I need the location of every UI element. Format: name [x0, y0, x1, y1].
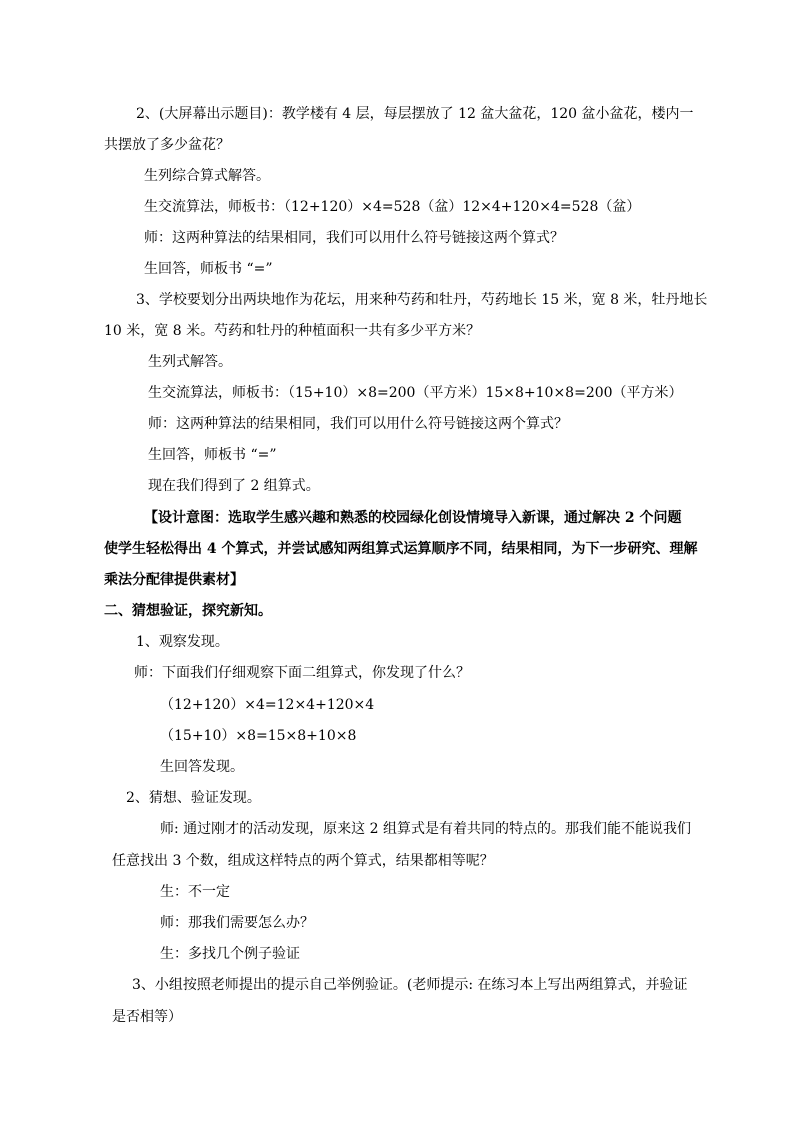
design-intent-line-3: 乘法分配律提供素材】 [104, 572, 244, 588]
equation-2: （15+10）×8=15×8+10×8 [160, 728, 357, 744]
teacher-question-text: 师：这两种算法的结果相同，我们可以用什么符号链接这两个算式？ [148, 416, 568, 432]
problem-2-line-1: 2、(大屏幕出示题目)：教学楼有 4 层，每层摆放了 12 盆大盆花，120 盆小盆花，楼内一 [136, 106, 694, 122]
teacher-guess-line-1: 师: 通过刚才的活动发现，原来这 2 组算式是有着共同的特点的。那我们能不能说我们 [160, 821, 691, 837]
student-reply-text: 生：多找几个例子验证 [160, 946, 300, 962]
summary-text: 现在我们得到了 2 组算式。 [148, 478, 320, 494]
board-writing-text: 生交流算法，师板书：（15+10）×8=200（平方米）15×8+10×8=200（平方米） [148, 385, 683, 401]
student-answer-text: 生列综合算式解答。 [144, 168, 270, 184]
design-intent-line-1: 【设计意图：选取学生感兴趣和熟悉的校园绿化创设情境导入新课，通过解决 2 个问题 [144, 510, 682, 526]
section-heading: 二、猜想验证，探究新知。 [104, 603, 272, 619]
design-intent-line-2: 使学生轻松得出 4 个算式，并尝试感知两组算式运算顺序不同，结果相同，为下一步研究、理解 [104, 541, 698, 557]
step-3-line-2: 是否相等） [112, 1009, 182, 1025]
teacher-question-text: 师：那我们需要怎么办？ [160, 915, 314, 931]
student-reply-text: 生：不一定 [160, 884, 230, 900]
problem-3-line-1: 3、学校要划分出两块地作为花坛，用来种芍药和牡丹，芍药地长 15 米，宽 8 米，牡丹地长 [136, 292, 708, 308]
teacher-guess-line-2: 任意找出 3 个数，组成这样特点的两个算式，结果都相等呢？ [112, 853, 494, 869]
step-1-heading: 1、观察发现。 [136, 634, 229, 650]
student-reply-text: 生回答，师板书 “=” [144, 261, 273, 277]
student-answer-text: 生列式解答。 [148, 354, 232, 370]
step-2-heading: 2、猜想、验证发现。 [126, 790, 261, 806]
teacher-question-text: 师：这两种算法的结果相同，我们可以用什么符号链接这两个算式？ [144, 230, 564, 246]
board-writing-text: 生交流算法，师板书：（12+120）×4=528（盆）12×4+120×4=528（盆） [144, 199, 641, 215]
equation-1: （12+120）×4=12×4+120×4 [160, 697, 375, 713]
problem-2-line-2: 共摆放了多少盆花？ [104, 137, 230, 153]
student-reply-text: 生回答发现。 [160, 759, 244, 775]
student-reply-text: 生回答，师板书 “=” [148, 447, 277, 463]
teacher-prompt-text: 师：下面我们仔细观察下面二组算式，你发现了什么？ [134, 665, 470, 681]
problem-3-line-2: 10 米，宽 8 米。芍药和牡丹的种植面积一共有多少平方米？ [104, 323, 481, 339]
step-3-line-1: 3、小组按照老师提出的提示自己举例验证。(老师提示: 在练习本上写出两组算式，并验证 [132, 977, 688, 993]
